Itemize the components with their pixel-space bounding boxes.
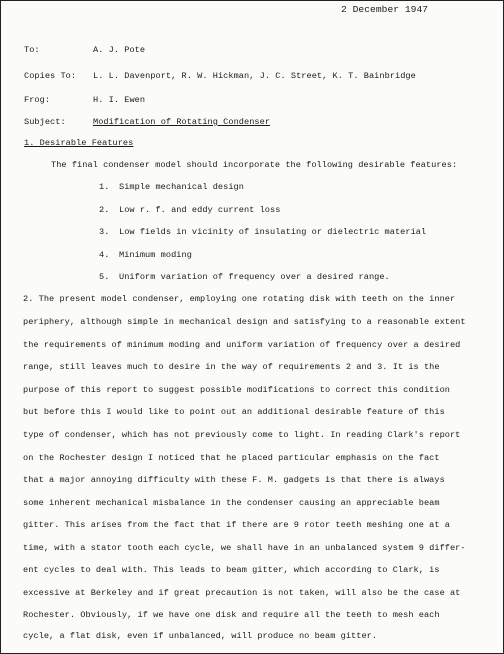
paragraph-line: type of condenser, which has not previously come to light. In reading Clark's report: [23, 430, 461, 440]
feature-text: Low fields in vicinity of insulating or dielectric material: [119, 227, 427, 237]
paragraph-line: purpose of this report to suggest possible modifications to correct this condition: [23, 385, 450, 395]
feature-number: 4.: [99, 250, 110, 260]
paragraph-line: Rochester. Obviously, if we have one disk and require all the teeth to mesh each: [23, 610, 440, 620]
feature-number: 5.: [99, 272, 110, 282]
paragraph-line: 2. The present model condenser, employing one rotating disk with teeth on the inner: [23, 294, 456, 304]
paragraph-line: gitter. This arises from the fact that if there are 9 rotor teeth meshing one at a: [23, 520, 450, 530]
subject-value: Modification of Rotating Condenser: [93, 117, 271, 127]
paragraph-line: some inherent mechanical misbalance in the condenser causing an appreciable beam: [23, 498, 440, 508]
copies-label: Copies To:: [24, 71, 77, 81]
feature-number: 1.: [99, 182, 110, 192]
to-label: To:: [24, 45, 40, 55]
feature-text: Minimum moding: [119, 250, 192, 260]
paragraph-line: ent cycles to deal with. This leads to beam gitter, which according to Clark, is: [23, 565, 440, 575]
paragraph-line: range, still leaves much to desire in the way of requirements 2 and 3. It is the: [23, 362, 440, 372]
feature-number: 2.: [99, 205, 110, 215]
to-value: A. J. Pote: [93, 45, 146, 55]
from-value: H. I. Ewen: [93, 95, 146, 105]
paragraph-line: periphery, although simple in mechanical design and satisfying to a reasonable extent: [23, 317, 466, 327]
subject-label: Subject:: [24, 117, 66, 127]
paragraph-line: the requirements of minimum moding and uniform variation of frequency over a desired: [23, 340, 461, 350]
copies-value: L. L. Davenport, R. W. Hickman, J. C. Street, K. T. Bainbridge: [93, 71, 416, 81]
section-title: 1. Desirable Features: [24, 138, 134, 148]
from-label: Frog:: [24, 95, 51, 105]
paragraph-line: that a major annoying difficulty with these F. M. gadgets is that there is always: [23, 475, 445, 485]
paragraph-line: but before this I would like to point out an additional desirable feature of this: [23, 407, 445, 417]
section-intro: The final condenser model should incorporate the following desirable features:: [51, 160, 458, 170]
feature-text: Uniform variation of frequency over a desired range.: [119, 272, 390, 282]
paragraph-line: cycle, a flat disk, even if unbalanced, will produce no beam gitter.: [23, 631, 378, 641]
paragraph-line: on the Rochester design I noticed that he placed particular emphasis on the fact: [23, 453, 440, 463]
feature-text: Low r. f. and eddy current loss: [119, 205, 281, 215]
paragraph-line: excessive at Berkeley and if great precaution is not taken, will also be the case at: [23, 588, 461, 598]
feature-text: Simple mechanical design: [119, 182, 244, 192]
memo-date: 2 December 1947: [341, 4, 429, 15]
feature-number: 3.: [99, 227, 110, 237]
paragraph-line: time, with a stator tooth each cycle, we shall have in an unbalanced system 9 differ-: [23, 543, 466, 553]
